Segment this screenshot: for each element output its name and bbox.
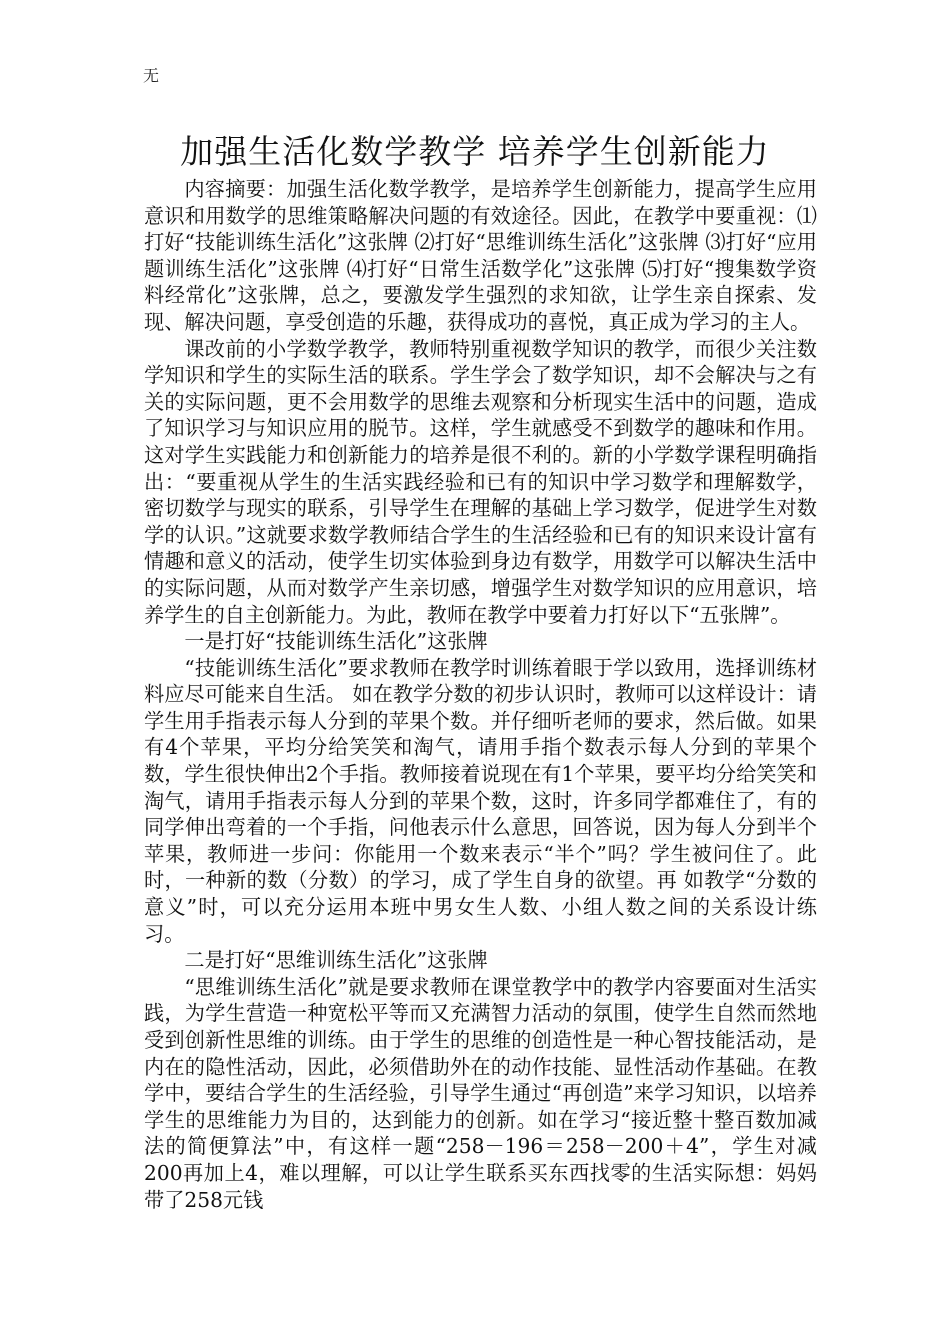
body-paragraph: 课改前的小学数学教学，教师特别重视数学知识的教学，而很少关注数学知识和学生的实际生活的联系。学生学会了数学知识，却不会解决与之有关的实际问题，更不会用数学的思维去观察和分析现实生活中的问题，造成了知识学习与知识应用的脱节。这样，学生就感受不到数学的趣味和作用。这对学生实践能力和创新能力的培养是很不利的。新的小学数学课程明确指出：“要重视从学生的生活实践经验和已有的知识中学习数学和理解数学，密切数学与现实的联系，引导学生在理解的基础上学习数学，促进学生对数学的认识。”这就要求数学教师结合学生的生活经验和已有的知识来设计富有情趣和意义的活动，使学生切实体验到身边有数学，用数学可以解决生活中的实际问题，从而对数学产生亲切感，增强学生对数学知识的应用意识，培养学生的自主创新能力。为此，教师在教学中要着力打好以下“五张牌”。 bbox=[144, 336, 817, 627]
section-heading: 二是打好“思维训练生活化”这张牌 bbox=[184, 948, 488, 973]
body-paragraph: “技能训练生活化”要求教师在教学时训练着眼于学以致用，选择训练材料应尽可能来自生活。 如在教学分数的初步认识时，教师可以这样设计：请学生用手指表示每人分到的苹果个数。并仔细听老师的要求，然后做。如果有4个苹果，平均分给笑笑和淘气，请用手指个数表示每人分到的苹果个数，学生很快伸出2个手指。教师接着说现在有1个苹果，要平均分给笑笑和淘气，请用手指表示每人分到的苹果个数，这时，许多同学都难住了，有的同学伸出弯着的一个手指，问他表示什么意思，回答说，因为每人分到半个苹果，教师进一步问：你能用一个数来表示“半个”吗？学生被问住了。此时，一种新的数（分数）的学习，成了学生自身的欲望。再 如教学“分数的意义”时，可以充分运用本班中男女生人数、小组人数之间的关系设计练习。 bbox=[144, 655, 817, 946]
document-body bbox=[144, 176, 817, 1213]
section-heading: 一是打好“技能训练生活化”这张牌 bbox=[184, 629, 488, 654]
abstract-paragraph: 内容摘要：加强生活化数学教学，是培养学生创新能力，提高学生应用意识和用数学的思维策略解决问题的有效途径。因此，在教学中要重视：⑴打好“技能训练生活化”这张牌 ⑵打好“思维训练生活化”这张牌 ⑶打好“应用题训练生活化”这张牌 ⑷打好“日常生活数学化”这张牌 ⑸打好“搜集数学资料经常化”这张牌，总之，要激发学生强烈的求知欲，让学生亲自探索、发现、解决问题，享受创造的乐趣，获得成功的喜悦，真正成为学习的主人。 bbox=[144, 177, 817, 334]
body-paragraph: “思维训练生活化”就是要求教师在课堂教学中的教学内容要面对生活实践，为学生营造一种宽松平等而又充满智力活动的氛围，使学生自然而然地受到创新性思维的训练。由于学生的思维的创造性是一种心智技能活动，是内在的隐性活动，因此，必须借助外在的动作技能、显性活动作基础。在教学中，要结合学生的生活经验，引导学生通过“再创造”来学习知识，以培养学生的思维能力为目的，达到能力的创新。如在学习“接近整十整百数加减法的简便算法”中，有这样一题“258－196＝258－200＋4”，学生对减200再加上4，难以理解，可以让学生联系买东西找零的生活实际想：妈妈带了258元钱 bbox=[144, 974, 817, 1212]
page-header-mark: 无 bbox=[143, 66, 160, 85]
document-title: 加强生活化数学教学 培养学生创新能力 bbox=[180, 132, 770, 171]
